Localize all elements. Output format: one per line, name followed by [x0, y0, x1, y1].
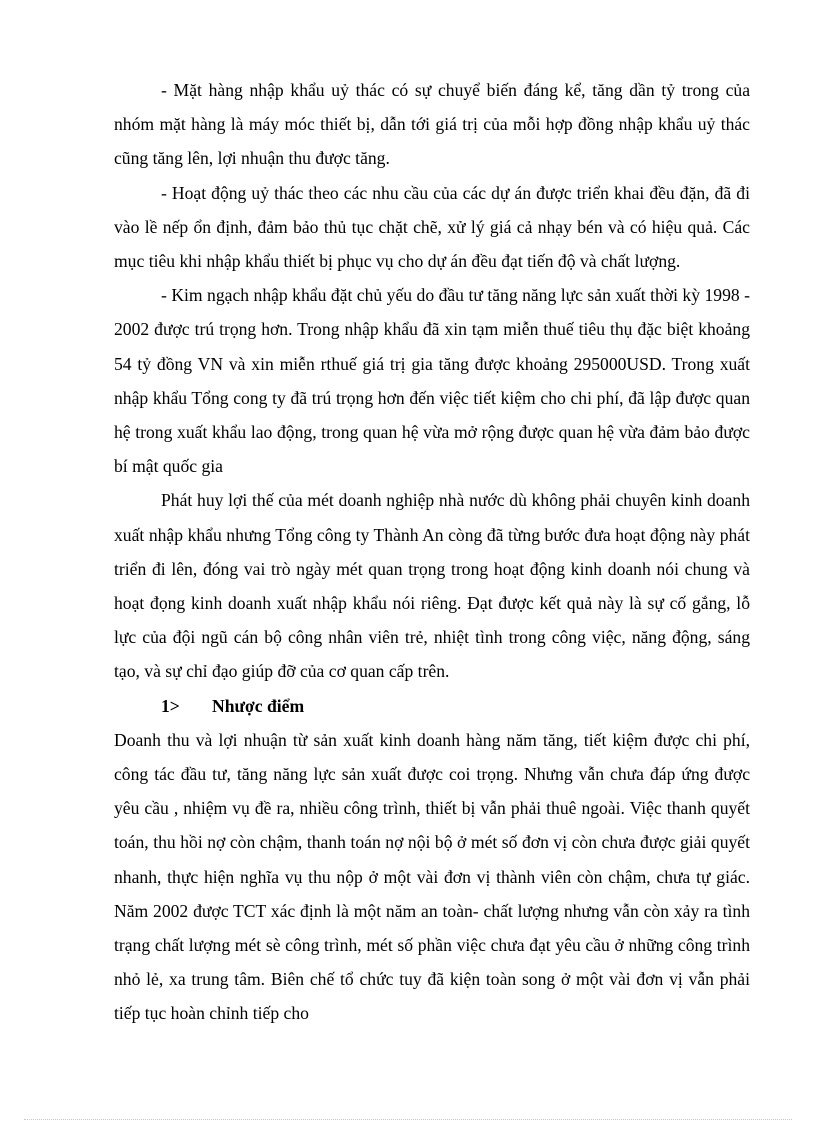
footer-divider	[24, 1119, 792, 1120]
section-number: 1>	[161, 695, 180, 716]
section-title: Nhược điểm	[212, 695, 305, 716]
page-body	[114, 73, 750, 1031]
section-heading	[114, 689, 750, 723]
paragraph-import-turnover: - Kim ngạch nhập khẩu đặt chủ yếu do đầu tư tăng năng lực sản xuất thời kỳ 1998 - 2002 được trú trọng hơn. Trong nhập khẩu đã xin tạm miễn thuế tiêu thụ đặc biệt khoảng 54 tỷ đồng VN và xin miễn rthuế giá trị gia tăng được khoảng 295000USD. Trong xuất nhập khẩu Tổng cong ty đã trú trọng hơn đến việc tiết kiệm cho chi phí, đã lập được quan hệ trong xuất khẩu lao động, trong quan hệ vừa mở rộng được quan hệ vừa đảm bảo được bí mật quốc gia	[114, 285, 750, 477]
paragraph-weaknesses: Doanh thu và lợi nhuận từ sản xuất kinh doanh hàng năm tăng, tiết kiệm được chi phí, công tác đầu tư, tăng năng lực sản xuất được coi trọng. Nhưng vẫn chưa đáp ứng được yêu cầu , nhiệm vụ đề ra, nhiều công trình, thiết bị vẫn phải thuê ngoài. Việc thanh quyết toán, thu hồi nợ còn chậm, thanh toán nợ nội bộ ở mét số đơn vị còn chưa được giải quyết nhanh, thực hiện nghĩa vụ thu nộp ở một vài đơn vị thành viên còn chậm, chưa tự giác. Năm 2002 được TCT xác định là một năm an toàn- chất lượng nhưng vẫn còn xảy ra tình trạng chất lượng mét sè công trình, mét số phần việc chưa đạt yêu cầu ở những công trình nhỏ lẻ, xa trung tâm. Biên chế tổ chức tuy đã kiện toàn song ở một vài đơn vị vẫn phải tiếp tục hoàn chỉnh tiếp cho	[114, 729, 750, 1024]
paragraph-advantages-summary: Phát huy lợi thế của mét doanh nghiệp nhà nước dù không phải chuyên kinh doanh xuất nhập khẩu nhưng Tổng công ty Thành An còng đã từng bước đưa hoạt động này phát triển đi lên, đóng vai trò ngày mét quan trọng trong hoạt động kinh doanh nói chung và hoạt đọng kinh doanh xuất nhập khẩu nói riêng. Đạt được kết quả này là sự cố gắng, lỗ lực của đội ngũ cán bộ công nhân viên trẻ, nhiệt tình trong công việc, năng động, sáng tạo, và sự chỉ đạo giúp đỡ của cơ quan cấp trên.	[114, 490, 750, 682]
paragraph-entrusted-activities: - Hoạt động uỷ thác theo các nhu cầu của các dự án được triển khai đều đặn, đã đi vào lề nếp ổn định, đảm bảo thủ tục chặt chẽ, xử lý giá cả nhạy bén và có hiệu quả. Các mục tiêu khi nhập khẩu thiết bị phục vụ cho dự án đều đạt tiến độ và chất lượng.	[114, 182, 750, 272]
paragraph-entrusted-imports: - Mặt hàng nhập khẩu uỷ thác có sự chuyể biến đáng kể, tăng dần tỷ trong của nhóm mặt hàng là máy móc thiết bị, dẫn tới giá trị của mỗi hợp đồng nhập khẩu uỷ thác cũng tăng lên, lợi nhuận thu được tăng.	[114, 80, 750, 169]
